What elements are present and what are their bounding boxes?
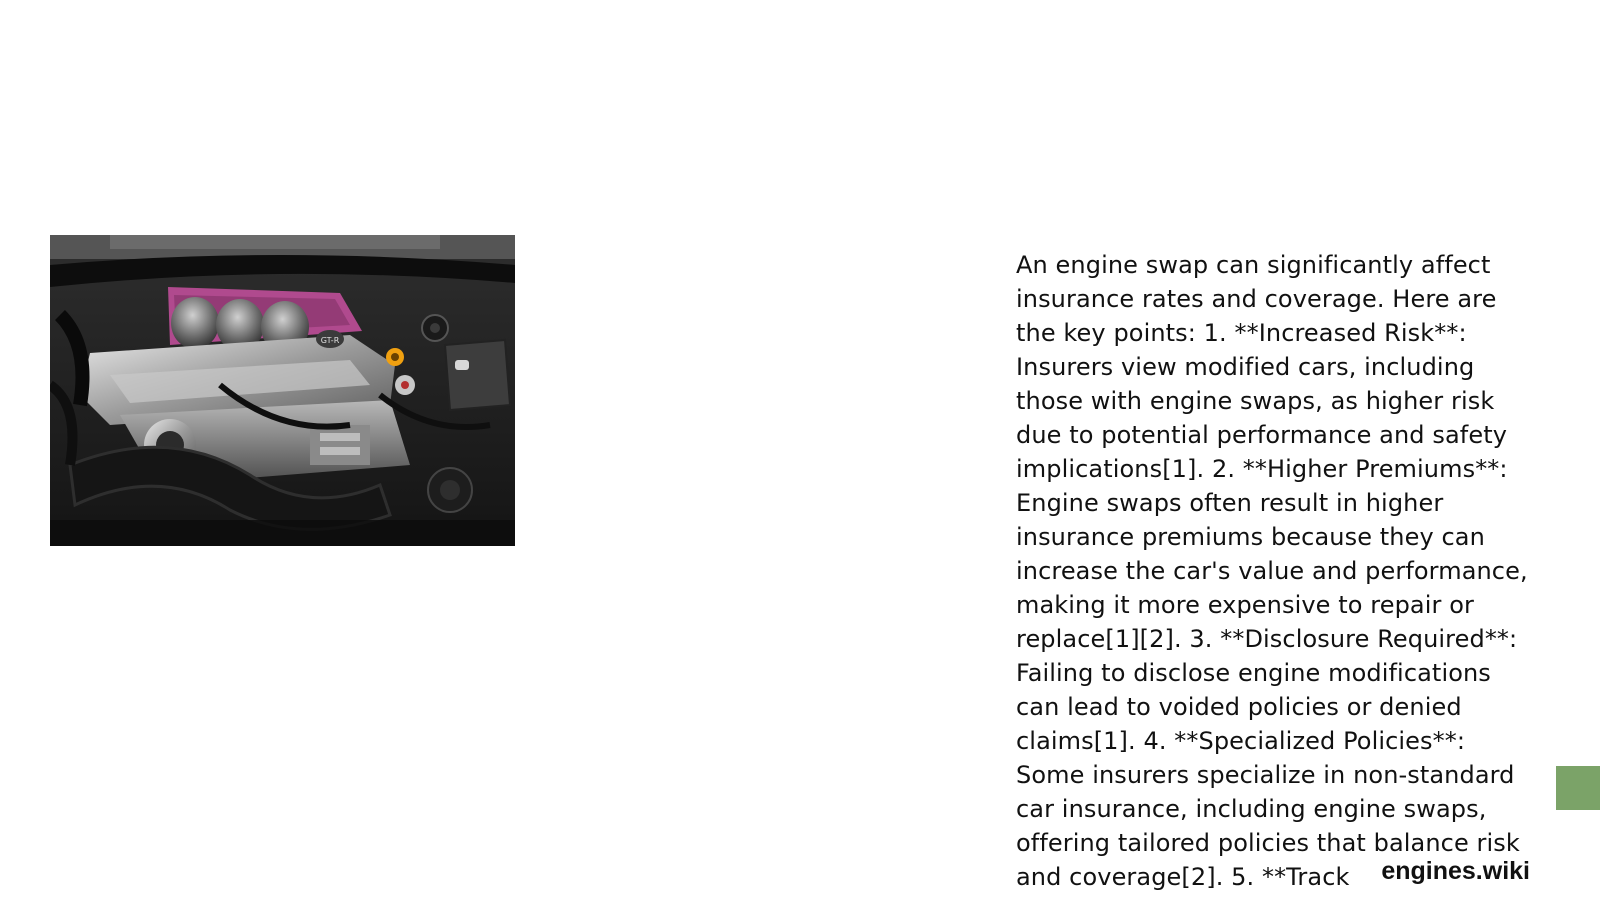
side-tab-button[interactable] (1556, 766, 1600, 810)
engine-photo (50, 235, 515, 546)
engine-emblem: GT-R (320, 336, 340, 345)
article-body: An engine swap can significantly affect insurance rates and coverage. Here are the key points: 1. **Increased Risk**: Insurers view modified cars, including those with engine swaps, as higher risk due to potential performance and safety implications[1]. 2. **Higher Premiums**: Engine swaps often result in higher insurance premiums because they can increase the car's value and performance, making it more expensive to repair or replace[1][2]. 3. **Disclosure Required**: Failing to disclose engine modifications can lead to voided policies or denied claims[1]. 4. **Specialized Policies**: Some insurers specialize in non-standard car insurance, including engine swaps, offering tailored policies that balance risk and coverage[2]. 5. **Track (1016, 251, 1528, 891)
site-brand[interactable]: engines.wiki (1381, 857, 1530, 885)
engine-bay-illustration (50, 235, 515, 546)
